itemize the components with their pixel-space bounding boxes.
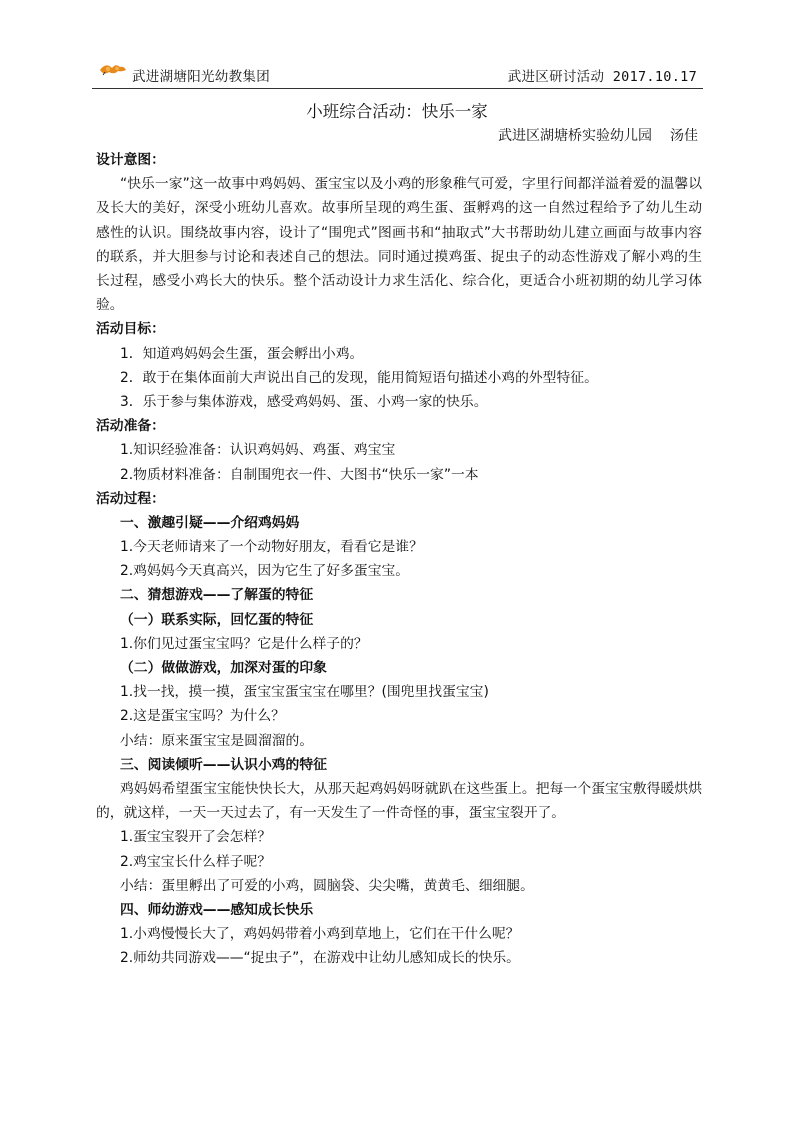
- sunshine-logo-icon: [98, 60, 128, 80]
- section-3-summary: 小结：蛋里孵出了可爱的小鸡，圆脑袋、尖尖嘴，黄黄毛、细细腿。: [120, 877, 534, 894]
- section-2-item: 2.这是蛋宝宝吗？为什么？: [120, 708, 285, 725]
- section-1-item: 1.今天老师请来了一个动物好朋友，看看它是谁？: [120, 539, 423, 556]
- document-title: 小班综合活动：快乐一家: [306, 102, 488, 121]
- section-3-title: 三、阅读倾听——认识小鸡的特征: [120, 756, 327, 773]
- prep-heading: 活动准备：: [96, 418, 165, 435]
- section-4-item: 2.师幼共同游戏——“捉虫子”，在游戏中让幼儿感知成长的快乐。: [120, 950, 520, 967]
- design-heading: 设计意图：: [96, 152, 165, 168]
- prep-item: 1.知识经验准备：认识鸡妈妈、鸡蛋、鸡宝宝: [120, 442, 396, 459]
- goal-item: 2．敢于在集体面前大声说出自己的发现，能用简短语句描述小鸡的外型特征。: [120, 369, 598, 386]
- author-line: [498, 125, 698, 145]
- page-header: [92, 58, 703, 89]
- author-name: 汤佳: [670, 128, 698, 144]
- goals-heading: 活动目标：: [96, 321, 165, 338]
- design-text: “快乐一家”这一故事中鸡妈妈、蛋宝宝以及小鸡的形象稚气可爱，字里行间都洋溢着爱的温馨以及长大的美好，深受小班幼儿喜欢。故事所呈现的鸡生蛋、蛋孵鸡的这一自然过程给予了幼儿生动感性的认识。围绕故事内容，设计了“围兜式”图画书和“抽取式”大书帮助幼儿建立画面与故事内容的联系，并大胆参与讨论和表述自己的想法。同时通过摸鸡蛋、捉虫子的动态性游戏了解小鸡的生长过程，感受小鸡长大的快乐。整个活动设计力求生活化、综合化，更适合小班初期的幼儿学习体验。: [96, 176, 702, 314]
- goal-item: 1．知道鸡妈妈会生蛋，蛋会孵出小鸡。: [120, 345, 364, 362]
- section-2-item: 1.找一找，摸一摸，蛋宝宝蛋宝宝在哪里？(围兜里找蛋宝宝): [120, 684, 489, 701]
- section-4-title: 四、师幼游戏——感知成长快乐: [120, 901, 314, 918]
- section-2-title: 二、猜想游戏——了解蛋的特征: [120, 587, 314, 604]
- prep-item: 2.物质材料准备：自制围兜衣一件、大图书“快乐一家”一本: [120, 466, 479, 483]
- event-info: 武进区研讨活动 2017.10.17: [507, 69, 697, 85]
- document-body: [96, 148, 702, 971]
- goal-item: 3．乐于参与集体游戏，感受鸡妈妈、蛋、小鸡一家的快乐。: [120, 393, 488, 410]
- process-heading: 活动过程：: [96, 490, 165, 507]
- section-1-item: 2.鸡妈妈今天真高兴，因为它生了好多蛋宝宝。: [120, 563, 410, 580]
- section-2-item: 1.你们见过蛋宝宝吗？它是什么样子的？: [120, 635, 368, 652]
- section-3-item: 1.蛋宝宝裂开了会怎样？: [120, 829, 272, 846]
- section-3-item: 2.鸡宝宝长什么样子呢？: [120, 853, 272, 870]
- section-3-text: 鸡妈妈希望蛋宝宝能快快长大，从那天起鸡妈妈呀就趴在这些蛋上。把每一个蛋宝宝敷得暖烘烘的，就这样，一天一天过去了，有一天发生了一件奇怪的事，蛋宝宝裂开了。: [96, 780, 702, 822]
- section-1-title: 一、激趣引疑——介绍鸡妈妈: [120, 514, 300, 531]
- section-4-item: 1.小鸡慢慢长大了，鸡妈妈带着小鸡到草地上，它们在干什么呢？: [120, 926, 520, 943]
- author-school: 武进区湖塘桥实验幼儿园: [498, 128, 652, 144]
- section-2-sub1: （一）联系实际，回忆蛋的特征: [120, 611, 314, 628]
- organization-name: 武进湖塘阳光幼教集团: [132, 69, 270, 85]
- section-2-sub2: （二）做做游戏，加深对蛋的印象: [120, 660, 327, 677]
- section-2-summary: 小结：原来蛋宝宝是圆溜溜的。: [120, 732, 314, 749]
